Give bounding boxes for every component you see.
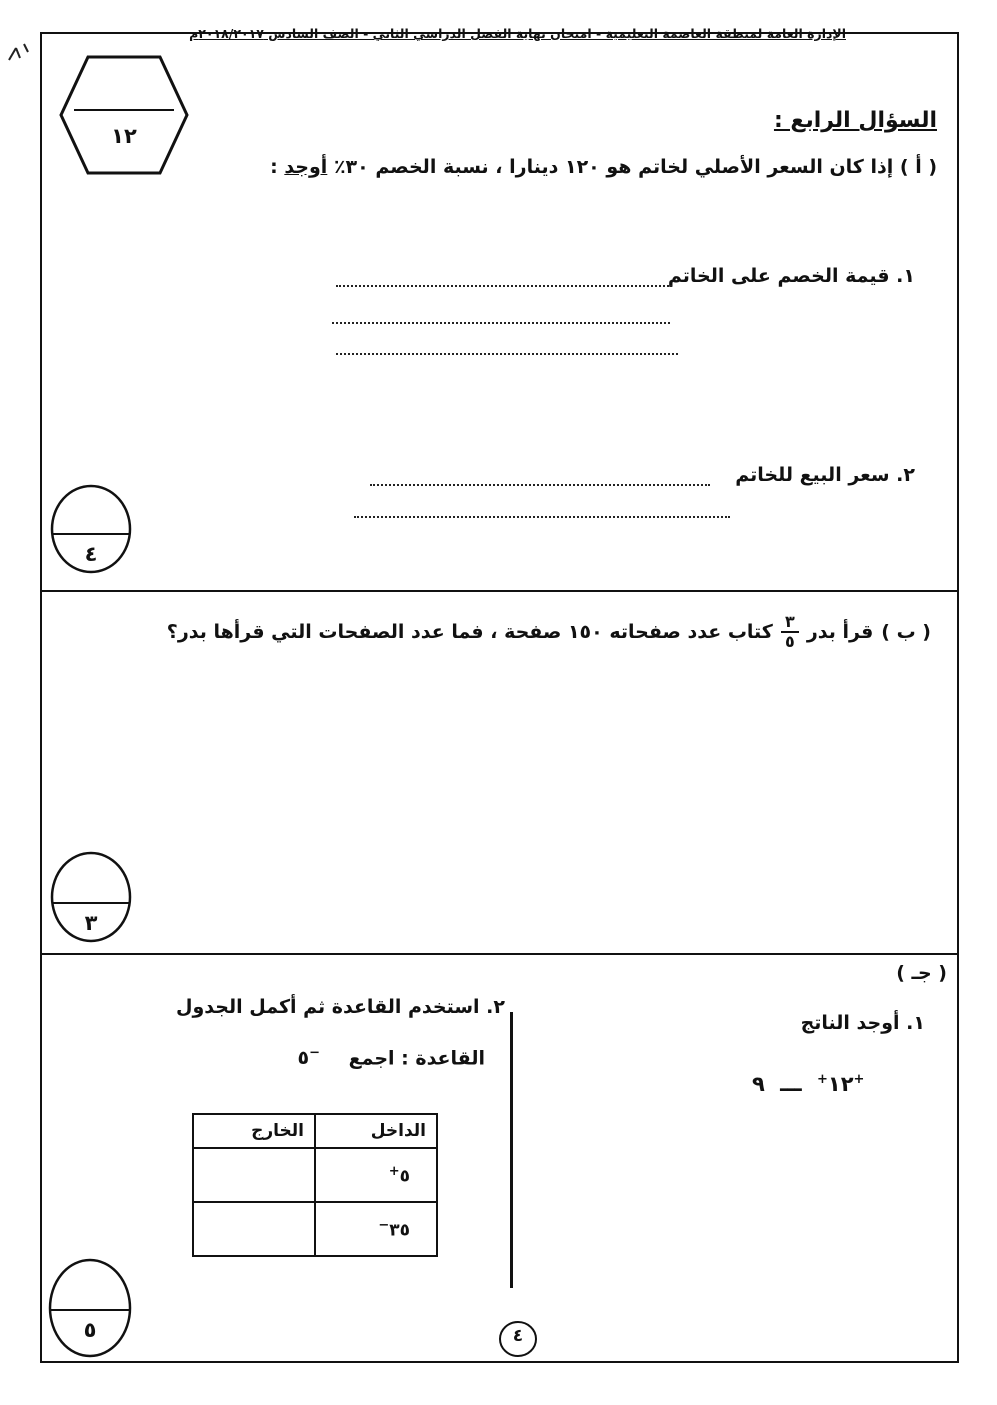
part-b-fraction: [781, 614, 799, 650]
part-a-item2: ٢. سعر البيع للخاتم: [735, 464, 915, 486]
table-cell-output[interactable]: [193, 1148, 315, 1202]
part-c-label: ( جـ ): [896, 962, 947, 984]
expression: [752, 1072, 864, 1096]
part-c-item2: ٢. استخدم القاعدة ثم أكمل الجدول: [176, 996, 505, 1018]
part-b-score-circle: [50, 851, 132, 943]
part-b-text-after: كتاب عدد صفحاته ١٥٠ صفحة ، فما عدد الصفحات التي قرأها بدر؟: [166, 621, 773, 643]
answer-line[interactable]: [336, 285, 672, 287]
expr-operand-b: ١٢: [827, 1072, 854, 1096]
part-b-question: [167, 614, 931, 650]
part-c-score-circle: [48, 1258, 132, 1358]
expr-operator: ـــ: [780, 1072, 802, 1096]
total-score-value: ١٢: [111, 124, 137, 148]
part-a-score-circle: [50, 484, 132, 574]
table-cell-input: ٣٥−: [315, 1202, 437, 1256]
part-c-score: ٥: [83, 1318, 97, 1342]
part-a-find-suffix: :: [270, 156, 278, 178]
section-divider-bc: [40, 953, 959, 955]
table-cell-output[interactable]: [193, 1202, 315, 1256]
page-frame: [40, 32, 959, 1363]
part-a-label: ( أ ): [899, 156, 937, 178]
expr-sign-b: +: [817, 1072, 828, 1087]
part-b-text-before: قرأ بدر: [806, 621, 874, 643]
part-a-score: ٤: [84, 542, 98, 566]
expr-sign-a: +: [853, 1072, 865, 1087]
exam-header: الإدارة العامة لمنطقة العاصمة التعليمية - امتحان نهاية الفصل الدراسي الثاني - الصف السادس ٢٠١٨/٢٠١٧م: [189, 26, 846, 41]
input-output-table: [192, 1113, 438, 1257]
table-cell-input: ٥+: [315, 1148, 437, 1202]
part-a-statement: إذا كان السعر الأصلي لخاتم هو ١٢٠ دينارا ، نسبة الخصم ٣٠٪: [327, 156, 894, 178]
rule-label: القاعدة : اجمع: [348, 1047, 485, 1070]
table-row: [193, 1202, 437, 1256]
answer-line[interactable]: [370, 484, 710, 486]
fraction-numerator: ٣: [784, 612, 795, 631]
section-divider-ab: [40, 590, 959, 592]
answer-line[interactable]: [354, 516, 730, 518]
answer-line[interactable]: [332, 322, 670, 324]
scan-mark: [6, 40, 32, 66]
fraction-denominator: ٥: [784, 632, 795, 651]
answer-line[interactable]: [336, 353, 678, 355]
part-a-item1: ١. قيمة الخصم على الخاتم: [667, 265, 915, 287]
part-b-score: ٣: [84, 911, 98, 935]
part-c-vertical-divider: [510, 1012, 513, 1288]
table-header-input: الداخل: [315, 1114, 437, 1148]
part-b-label: ( ب ): [881, 621, 931, 643]
rule-sign: −: [309, 1046, 320, 1061]
expr-operand-a: ٩: [752, 1072, 765, 1096]
table-row: [193, 1148, 437, 1202]
total-score-hexagon: [58, 54, 190, 176]
part-a-find: أوجد: [284, 156, 328, 178]
rule-line: [297, 1046, 485, 1069]
part-a-question: [270, 156, 937, 178]
question-title: السؤال الرابع :: [773, 108, 937, 133]
part-c-item1: ١. أوجد الناتج: [800, 1012, 925, 1034]
rule-value: ٥: [297, 1047, 310, 1070]
page-number-circle: [498, 1320, 538, 1358]
table-header-output: الخارج: [193, 1114, 315, 1148]
page-number: ٤: [512, 1326, 524, 1346]
